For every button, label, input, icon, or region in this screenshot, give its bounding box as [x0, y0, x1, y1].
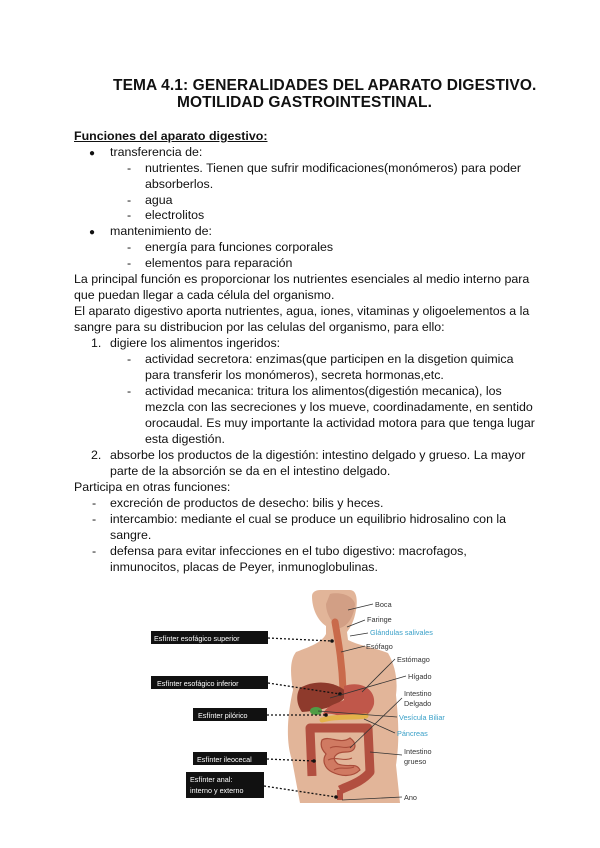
list-item: absorbe los productos de la digestión: intestino delgado y grueso. La mayor: [110, 448, 526, 462]
list-item: mezcla con las secreciones y los mueve, coordinadamente, en sentido: [145, 400, 533, 414]
bullet-icon: ●: [89, 227, 96, 238]
paragraph-line: La principal función es proporcionar los nutrientes esenciales al medio interno para: [74, 272, 530, 286]
list-number: 2.: [91, 448, 102, 462]
paragraph-line: que puedan llegar a cada célula del organismo.: [74, 288, 335, 302]
digestive-system-figure: [0, 585, 600, 805]
list-item: agua: [145, 193, 173, 207]
dash-icon: -: [127, 240, 132, 254]
label-intestino-grueso-1: Intestino: [404, 747, 432, 756]
list-item: energía para funciones corporales: [145, 240, 334, 254]
page-title-line1: TEMA 4.1: GENERALIDADES DEL APARATO DIGESTIVO.: [113, 77, 537, 94]
paragraph-line: Participa en otras funciones:: [74, 480, 231, 494]
list-item: nutrientes. Tienen que sufrir modificaciones(monómeros) para poder: [145, 161, 522, 175]
dash-icon: -: [127, 256, 132, 270]
list-item: esta digestión.: [145, 432, 225, 446]
dash-icon: -: [92, 496, 97, 510]
list-item: intercambio: mediante el cual se produce un equilibrio hidrosalino con la: [110, 512, 507, 526]
section-heading: Funciones del aparato digestivo:: [74, 129, 268, 143]
label-esfinter-anal: Esfínter anal:: [190, 775, 233, 784]
list-item: excreción de productos de desecho: bilis y heces.: [110, 496, 384, 510]
label-ano: Ano: [404, 793, 417, 802]
list-item: defensa para evitar infecciones en el tubo digestivo: macrofagos,: [110, 544, 467, 558]
dash-icon: -: [92, 512, 97, 526]
paragraph-line: El aparato digestivo aporta nutrientes, agua, iones, vitaminas y oligoelementos a la: [74, 304, 530, 318]
list-item: para transferir los monómeros), secreta hormonas,etc.: [145, 368, 444, 382]
list-item: actividad mecanica: tritura los alimentos(digestión mecanica), los: [145, 384, 502, 398]
list-item: inmunocitos, placas de Peyer, inmunoglobulinas.: [110, 560, 378, 574]
list-item: absorberlos.: [145, 177, 214, 191]
bullet-icon: ●: [89, 148, 96, 159]
label-glandulas-salivales: Glándulas salivales: [370, 628, 433, 637]
page-title-line2: MOTILIDAD GASTROINTESTINAL.: [177, 94, 432, 111]
list-item: sangre.: [110, 528, 152, 542]
dash-icon: -: [127, 193, 132, 207]
dash-icon: -: [127, 352, 132, 366]
label-esfinter-ileocecal: Esfínter ileocecal: [197, 755, 252, 764]
list-item: orocaudal. Es muy importante la actividad motora para que tenga lugar: [145, 416, 535, 430]
bullet-label: transferencia de:: [110, 145, 203, 159]
bullet-label: mantenimiento de:: [110, 224, 212, 238]
list-item: digiere los alimentos ingeridos:: [110, 336, 281, 350]
label-faringe: Faringe: [367, 615, 392, 624]
list-item: parte de la absorción se da en el intestino delgado.: [110, 464, 391, 478]
label-esfinter-esofagico-superior: Esfínter esofágico superior: [154, 634, 240, 643]
paragraph-line: sangre para su distribucion por las celulas del organismo, para ello:: [74, 320, 445, 334]
dash-icon: -: [127, 208, 132, 222]
label-intestino-delgado-1: Intestino: [404, 689, 432, 698]
list-item: actividad secretora: enzimas(que participen en la disgetion quimica: [145, 352, 514, 366]
label-estomago: Estómago: [397, 655, 430, 664]
dash-icon: -: [92, 544, 97, 558]
label-intestino-delgado-2: Delgado: [404, 699, 432, 708]
label-esfinter-esofagico-inferior: Esfínter esofágico inferior: [157, 679, 239, 688]
label-esfinter-pilorico: Esfínter pilórico: [198, 711, 248, 720]
list-item: electrolitos: [145, 208, 205, 222]
label-pancreas: Páncreas: [397, 729, 428, 738]
label-higado: Hígado: [408, 672, 432, 681]
label-boca: Boca: [375, 600, 392, 609]
label-vesicula-biliar: Vesícula Biliar: [399, 713, 445, 722]
dash-icon: -: [127, 384, 132, 398]
list-item: elementos para reparación: [145, 256, 293, 270]
list-number: 1.: [91, 336, 102, 350]
label-esofago: Esófago: [366, 642, 393, 651]
dash-icon: -: [127, 161, 132, 175]
label-intestino-grueso-2: grueso: [404, 757, 427, 766]
label-esfinter-anal-detail: interno y externo: [190, 786, 244, 795]
